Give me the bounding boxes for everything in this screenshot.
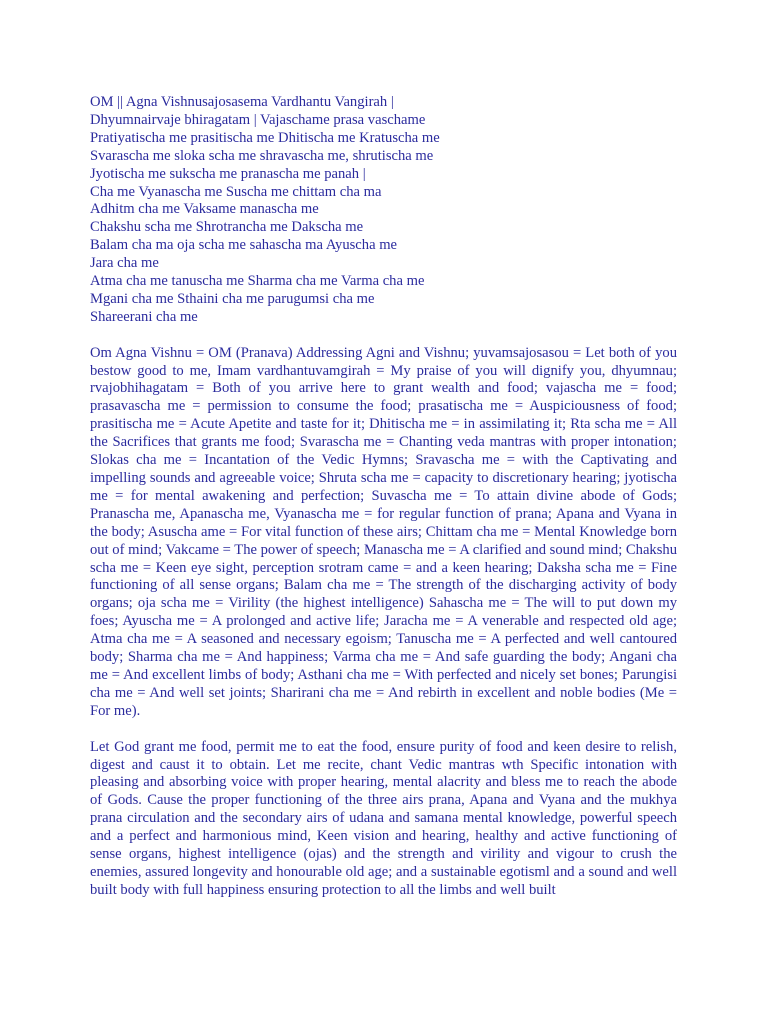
verse-line: Cha me Vyanascha me Suscha me chittam cha ma bbox=[90, 183, 382, 200]
meaning-paragraph: Let God grant me food, permit me to eat the food, ensure purity of food and keen desire to relish, digest and caust it to obtain. Let me recite, chant Vedic mantras wth Specific intonation with pleasing and absorbing voice with proper hearing, mental alacrity and bless me to reach the abode of Gods. Cause the proper functioning of the three airs prana, Apana and Vyana and the mukhya prana circulation and the secondary airs of udana and samana mental knowledge, powerful speech and a perfect and harmonious mind, Keen vision and hearing, healthy and active functioning of sense organs, highest intelligence (ojas) and the strength and virility and vigour to crush the enemies, assured longevity and honourable old age; and a sustainable egotisml and a sound and well built body with full happiness ensuring protection to all the limbs and well built bbox=[90, 738, 677, 898]
verse-line: Mgani cha me Sthaini cha me parugumsi cha me bbox=[90, 290, 375, 307]
document-page bbox=[90, 94, 677, 900]
verse-line: OM || Agna Vishnusajosasema Vardhantu Vangirah | bbox=[90, 94, 394, 110]
verse-line: Balam cha ma oja scha me sahascha ma Ayuscha me bbox=[90, 237, 398, 254]
verse-line: Atma cha me tanuscha me Sharma cha me Varma cha me bbox=[90, 273, 425, 290]
verse-line: Chakshu scha me Shrotrancha me Dakscha me bbox=[90, 219, 364, 236]
verse-line: Dhyumnairvaje bhiragatam | Vajaschame prasa vaschame bbox=[90, 111, 426, 128]
verse-line: Jyotischa me sukscha me pranascha me panah | bbox=[90, 165, 366, 182]
verse-line: Jara cha me bbox=[90, 255, 159, 272]
glossary-paragraph: Om Agna Vishnu = OM (Pranava) Addressing Agni and Vishnu; yuvamsajosasou = Let both of you bestow good to me, Imam vardhantuvamgirah = My praise of you will dignify you, dhyumnau; rvajobhihagatam = Both of you arrive here to grant wealth and food; vajascha me = food; prasavascha me = permission to consume the food; prasatischa me = Auspiciousness of food; prasitischa me = Acute Apetite and taste for it; Dhitischa me = in assimilating it; Rta scha me = All the Sacrifices that grants me food; Svarascha me = Chanting veda mantras with proper intonation; Slokas cha me = Incantation of the Vedic Hymns; Sravascha me = with the Captivating and impelling sounds and agreeable voice; Shruta scha me = capacity to discretionary hearing; jyotischa me = for mental awakening and perfection; Suvascha me = To attain divine abode of Gods; Pranascha me, Apanascha me, Vyanascha me = for regular function of prana; Apana and Vyana in the body; Asuscha ame = For vital function of these airs; Chittam cha me = Mental Knowledge born out of mind; Vakcame = The power of speech; Manascha me = A clarified and sound mind; Chakshu scha me = Keen eye sight, perception srotram came = and a keen hearing; Daksha scha me = Fine functioning of all sense organs; Balam cha me = The strength of the discharging activity of body organs; oja scha me = Virility (the highest intelligence) Sahascha me = The will to put down my foes; Ayuscha me = A prolonged and active life; Jaracha me = A venerable and respected old age; Atma cha me = A seasoned and necessary egoism; Tanuscha me = A perfected and well cantoured body; Sharma cha me = And happiness; Varma cha me = And safe guarding the body; Angani cha me = And excellent limbs of body; Asthani cha me = With perfected and nicely set bones; Parungisi cha me = And well set joints; Sharirani cha me = And rebirth in excellent and noble bodies (Me = For me). bbox=[90, 344, 677, 719]
verse-line: Svarascha me sloka scha me shravascha me, shrutischa me bbox=[90, 147, 434, 164]
verse-block bbox=[90, 94, 677, 327]
verse-line: Adhitm cha me Vaksame manascha me bbox=[90, 201, 319, 218]
verse-line: Pratiyatischa me prasitischa me Dhitischa me Kratuscha me bbox=[90, 129, 440, 146]
verse-line: Shareerani cha me bbox=[90, 308, 198, 325]
